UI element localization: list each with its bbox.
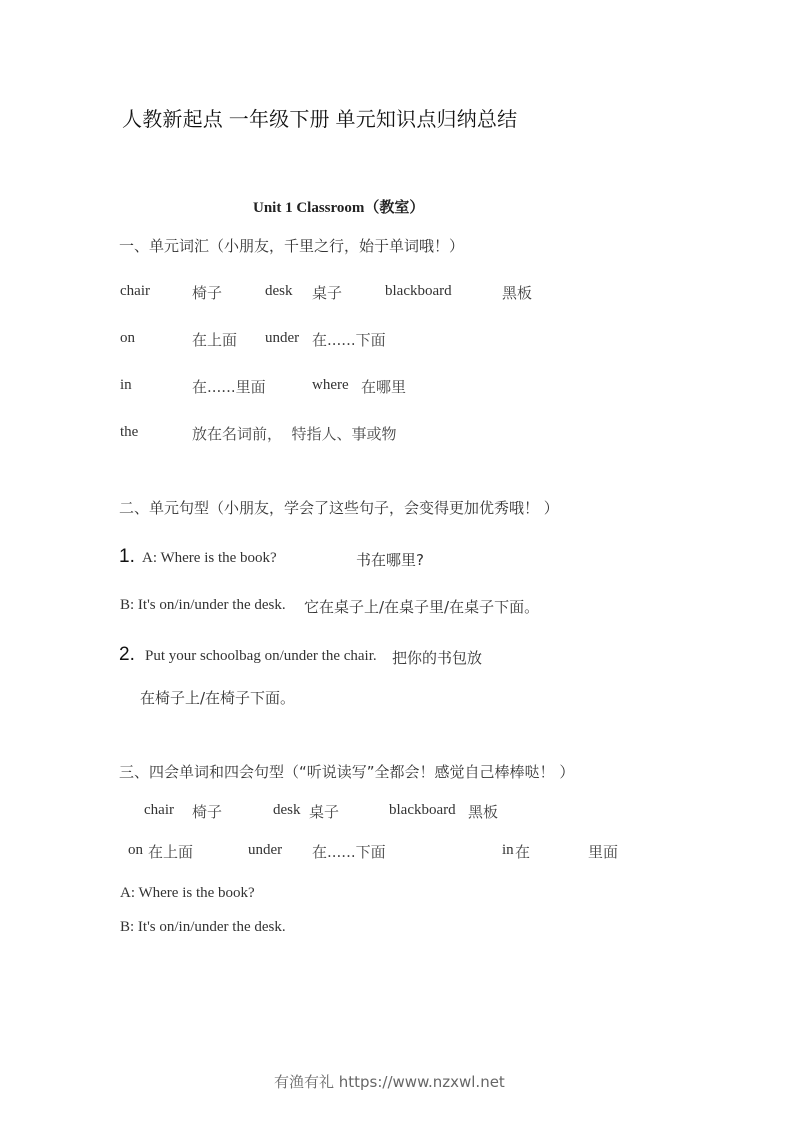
unit-heading-cn: （教室） bbox=[364, 198, 425, 216]
sentence-cn: 它在桌子上/在桌子里/在桌子下面。 bbox=[304, 598, 540, 616]
vocab-cn: 在 bbox=[515, 843, 531, 861]
vocab-cn: 在上面 bbox=[192, 331, 238, 349]
vocab-cn: 桌子 bbox=[312, 284, 343, 302]
sentence-cn: 把你的书包放 bbox=[392, 649, 483, 667]
item-number: 2. bbox=[119, 644, 135, 665]
vocab-en: desk bbox=[265, 283, 293, 299]
item-number: 1. bbox=[119, 546, 135, 567]
vocab-en: chair bbox=[144, 802, 174, 818]
vocab-cn: 放在名词前， 特指人、事或物 bbox=[192, 425, 397, 443]
sentence-cn: 在椅子上/在椅子下面。 bbox=[140, 689, 296, 707]
vocab-cn: 在......下面 bbox=[312, 843, 386, 861]
page-title: 人教新起点 一年级下册 单元知识点归纳总结 bbox=[122, 109, 518, 131]
vocab-cn: 在上面 bbox=[148, 843, 194, 861]
vocab-cn: 里面 bbox=[588, 843, 619, 861]
section-2-heading: 二、单元句型（小朋友，学会了这些句子，会变得更加优秀哦！ ） bbox=[119, 499, 559, 517]
section-1-heading: 一、单元词汇（小朋友，千里之行，始于单词哦！） bbox=[119, 237, 465, 255]
vocab-cn: 黑板 bbox=[468, 803, 499, 821]
vocab-en: desk bbox=[273, 802, 301, 818]
vocab-cn: 在......下面 bbox=[312, 331, 386, 349]
vocab-cn: 在哪里 bbox=[361, 378, 407, 396]
sentence-a: A: Where is the book? bbox=[120, 885, 255, 901]
vocab-cn: 黑板 bbox=[502, 284, 533, 302]
vocab-en: under bbox=[265, 330, 300, 346]
sentence-en: Put your schoolbag on/under the chair. bbox=[145, 648, 377, 664]
vocab-cn: 椅子 bbox=[192, 803, 223, 821]
sentence-en: A: Where is the book? bbox=[142, 550, 277, 566]
footer-watermark: 有渔有礼 https://www.nzxwl.net bbox=[274, 1073, 505, 1091]
vocab-cn: 在......里面 bbox=[192, 378, 266, 396]
vocab-cn: 椅子 bbox=[192, 284, 223, 302]
vocab-en: where bbox=[312, 377, 349, 393]
vocab-en: blackboard bbox=[385, 283, 452, 299]
vocab-en: in bbox=[502, 842, 514, 858]
vocab-en: under bbox=[248, 842, 283, 858]
vocab-cn: 桌子 bbox=[309, 803, 340, 821]
unit-heading-en: Unit 1 Classroom bbox=[253, 200, 365, 216]
vocab-en: on bbox=[120, 330, 135, 346]
sentence-b: B: It's on/in/under the desk. bbox=[120, 919, 286, 935]
section-3-heading: 三、四会单词和四会句型（“听说读写”全都会！感觉自己棒棒哒！ ） bbox=[119, 763, 575, 781]
sentence-cn: 书在哪里? bbox=[356, 551, 424, 569]
unit-heading bbox=[253, 196, 424, 217]
vocab-en: blackboard bbox=[389, 802, 456, 818]
vocab-en: in bbox=[120, 377, 132, 393]
vocab-en: chair bbox=[120, 283, 150, 299]
sentence-en: B: It's on/in/under the desk. bbox=[120, 597, 286, 613]
vocab-en: on bbox=[128, 842, 143, 858]
vocab-en: the bbox=[120, 424, 139, 440]
